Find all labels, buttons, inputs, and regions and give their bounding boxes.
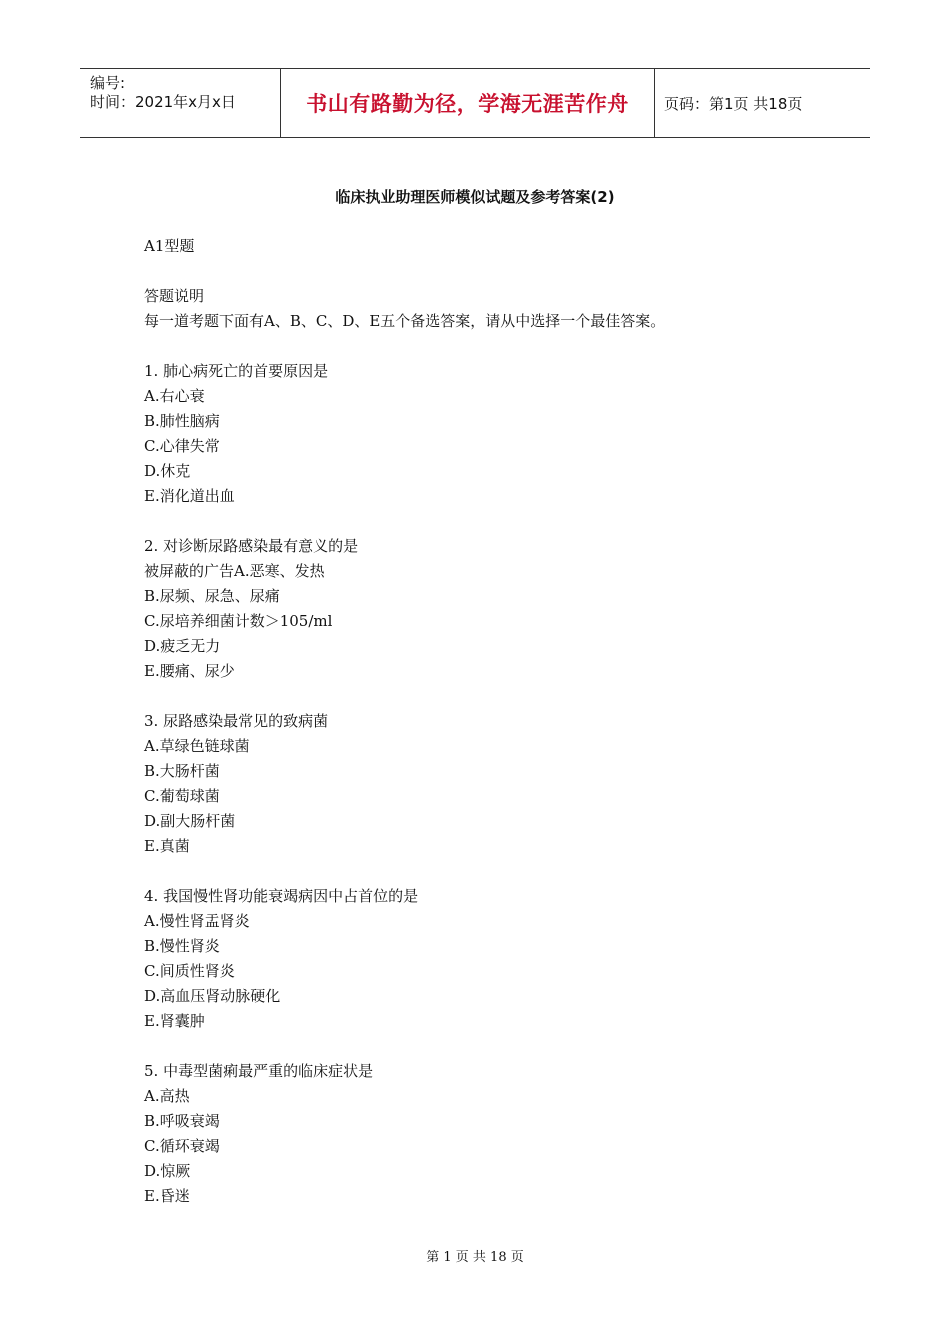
question-option bbox=[144, 1159, 844, 1184]
option-text: B.呼吸衰竭 bbox=[144, 1112, 220, 1130]
page-header bbox=[80, 68, 870, 138]
question-stem: 2. 对诊断尿路感染最有意义的是 bbox=[144, 537, 359, 555]
header-meta bbox=[80, 69, 280, 137]
question-option bbox=[144, 409, 844, 434]
question-list bbox=[144, 334, 844, 1209]
option-text: B.尿频、尿急、尿痛 bbox=[144, 587, 280, 605]
document-time-label: 时间：2021年x月x日 bbox=[90, 93, 236, 111]
question-option bbox=[144, 1109, 844, 1134]
option-text: A.右心衰 bbox=[144, 387, 205, 405]
question-option bbox=[144, 484, 844, 509]
section-heading: A1型题 bbox=[144, 237, 195, 255]
question-stem: 1. 肺心病死亡的首要原因是 bbox=[144, 362, 329, 380]
option-text: C.葡萄球菌 bbox=[144, 787, 220, 805]
question-option bbox=[144, 634, 844, 659]
option-text: D.休克 bbox=[144, 462, 191, 480]
option-text: E.消化道出血 bbox=[144, 487, 235, 505]
option-text: A.高热 bbox=[144, 1087, 190, 1105]
option-text: E.肾囊肿 bbox=[144, 1012, 205, 1030]
option-text: E.昏迷 bbox=[144, 1187, 190, 1205]
question-option bbox=[144, 609, 844, 634]
question-option bbox=[144, 734, 844, 759]
question-stem: 4. 我国慢性肾功能衰竭病因中占首位的是 bbox=[144, 887, 419, 905]
option-text: E.腰痛、尿少 bbox=[144, 662, 235, 680]
question-option bbox=[144, 959, 844, 984]
page-footer: 第 1 页 共 18 页 bbox=[426, 1250, 524, 1265]
option-text: B.慢性肾炎 bbox=[144, 937, 220, 955]
instructions-text: 每一道考题下面有A、B、C、D、E五个备选答案，请从中选择一个最佳答案。 bbox=[144, 312, 666, 330]
question-option bbox=[144, 584, 844, 609]
option-text: C.心律失常 bbox=[144, 437, 220, 455]
option-text: C.尿培养细菌计数＞105/ml bbox=[144, 612, 333, 630]
question-option bbox=[144, 834, 844, 859]
option-text: D.高血压肾动脉硬化 bbox=[144, 987, 281, 1005]
option-text: C.循环衰竭 bbox=[144, 1137, 220, 1155]
option-text: B.大肠杆菌 bbox=[144, 762, 220, 780]
question-option bbox=[144, 1134, 844, 1159]
question-stem: 5. 中毒型菌痢最严重的临床症状是 bbox=[144, 1062, 374, 1080]
option-text: A.慢性肾盂肾炎 bbox=[144, 912, 250, 930]
question-option bbox=[144, 784, 844, 809]
document-number-label: 编号: bbox=[90, 74, 126, 92]
option-text: D.副大肠杆菌 bbox=[144, 812, 236, 830]
option-text: A.草绿色链球菌 bbox=[144, 737, 250, 755]
question-option bbox=[144, 459, 844, 484]
question-option bbox=[144, 559, 844, 584]
document-title: 临床执业助理医师模似试题及参考答案(2) bbox=[335, 188, 615, 206]
option-text: B.肺性脑病 bbox=[144, 412, 220, 430]
question-option bbox=[144, 759, 844, 784]
question-option bbox=[144, 384, 844, 409]
ad-placeholder-text: 被屏蔽的广告 bbox=[144, 562, 235, 580]
header-motto: 书山有路勤为径，学海无涯苦作舟 bbox=[280, 69, 655, 137]
question-option bbox=[144, 984, 844, 1009]
question-option bbox=[144, 909, 844, 934]
question-option bbox=[144, 659, 844, 684]
question-option bbox=[144, 434, 844, 459]
question-option bbox=[144, 934, 844, 959]
header-page-info: 页码：第1页 共18页 bbox=[664, 94, 803, 113]
question-option bbox=[144, 809, 844, 834]
option-text: D.疲乏无力 bbox=[144, 637, 221, 655]
question-stem: 3. 尿路感染最常见的致病菌 bbox=[144, 712, 329, 730]
question-option bbox=[144, 1009, 844, 1034]
question-option bbox=[144, 1084, 844, 1109]
question-option bbox=[144, 1184, 844, 1209]
option-text: E.真菌 bbox=[144, 837, 190, 855]
option-text: C.间质性肾炎 bbox=[144, 962, 235, 980]
document-body bbox=[144, 234, 844, 1209]
option-text: A.恶寒、发热 bbox=[234, 562, 325, 580]
instructions-heading: 答题说明 bbox=[144, 287, 205, 305]
option-text: D.惊厥 bbox=[144, 1162, 191, 1180]
